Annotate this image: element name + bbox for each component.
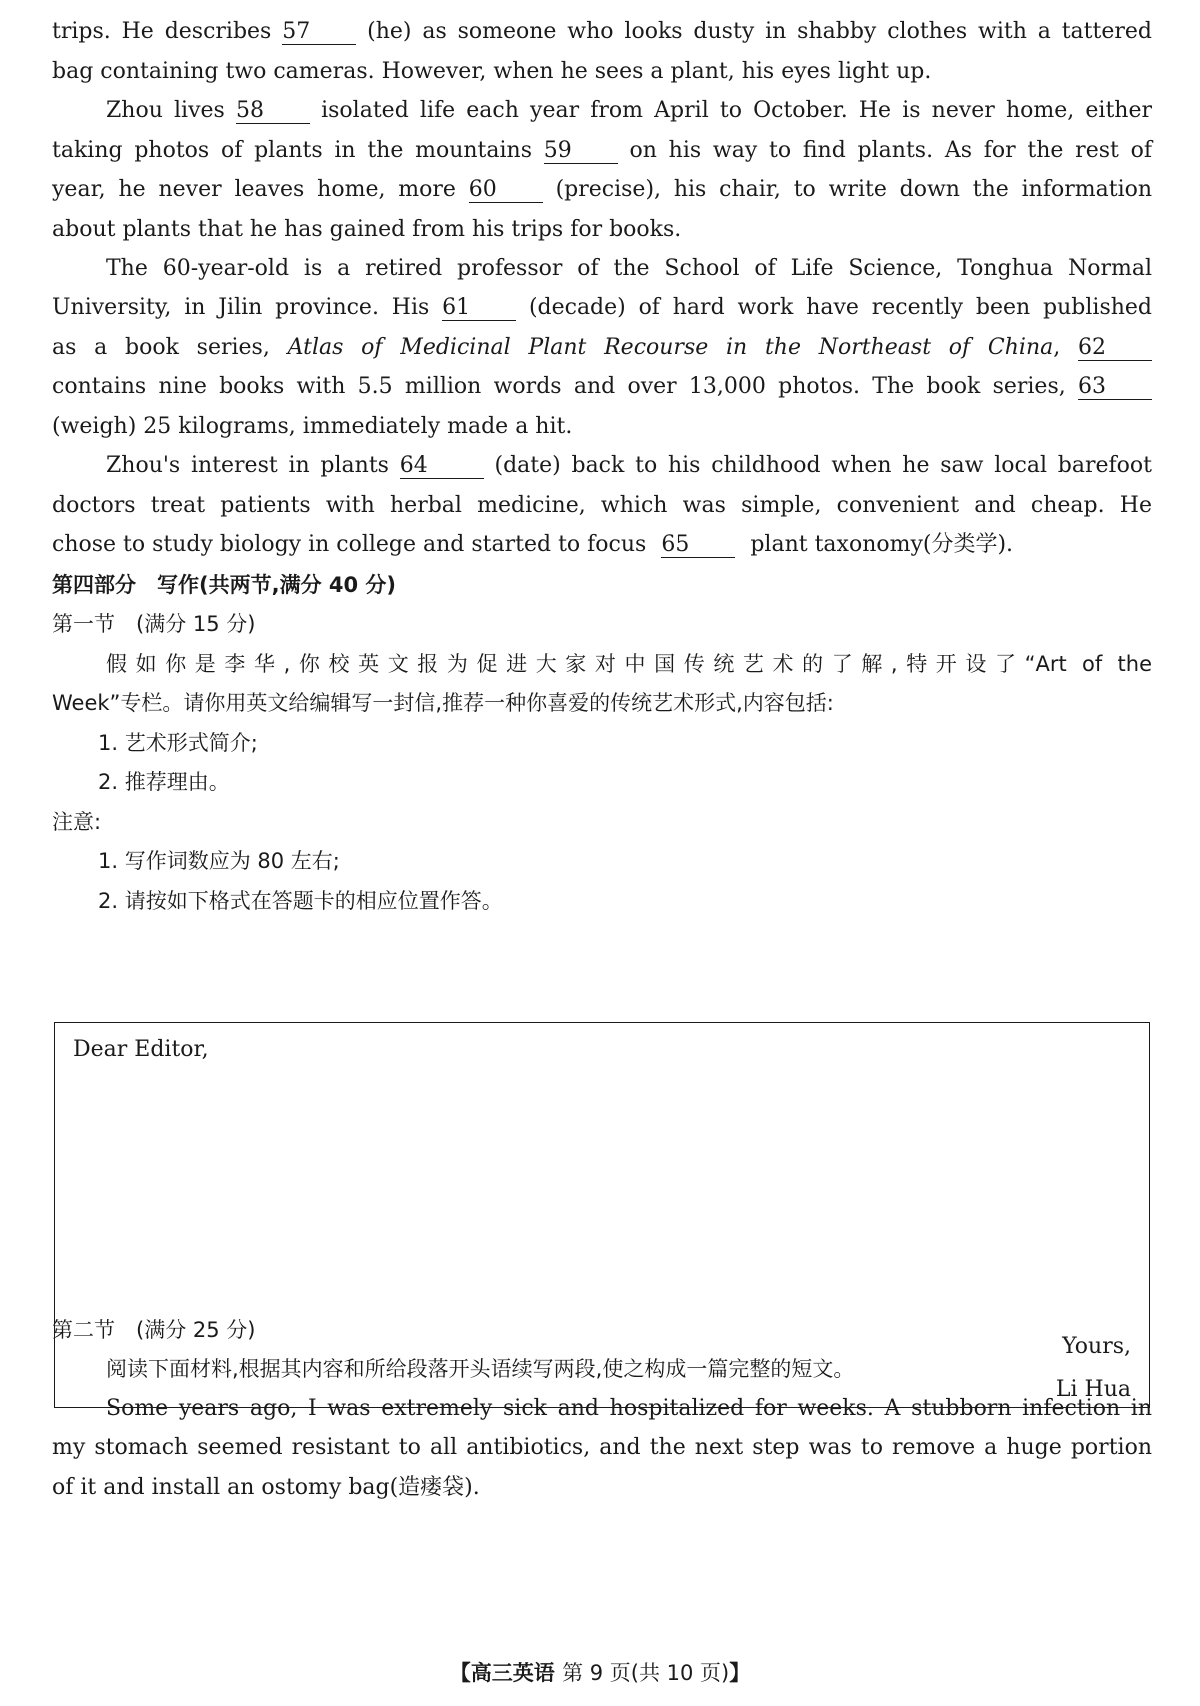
passage-line [52,373,1152,401]
text: University, in Jilin province. His [52,295,430,320]
blank-62: 62 [1078,336,1152,361]
text: on his way to find plants. As for the rest of [629,138,1152,163]
passage-line: The 60-year-old is a retired professor of the School of Life Science, Tonghua Normal [106,256,1152,281]
content-item: 1. 艺术形式简介; [98,731,258,755]
text: taking photos of plants in the mountains [52,138,532,163]
letter-answer-box [54,1022,1150,1408]
blank-58: 58 [236,99,310,124]
part-heading: 第四部分 写作(共两节,满分 40 分) [52,573,397,597]
text: trips. He describes [52,19,272,44]
note-label: 注意: [52,810,102,834]
text: as a book series, [52,335,270,360]
footer-page-number: 第 9 页(共 10 页) [562,1661,730,1685]
blank-65: 65 [661,533,735,558]
text: Zhou's interest in plants [106,453,389,478]
blank-59: 59 [544,139,618,164]
text: (he) as someone who looks dusty in shabby clothes with a tattered [367,19,1152,44]
letter-greeting: Dear Editor, [73,1037,209,1062]
passage-line [52,176,1152,204]
passage-line [106,452,1152,480]
passage-line [52,531,1152,559]
story-line: my stomach seemed resistant to all antibiotics, and the next step was to remove a huge portion [52,1435,1152,1460]
story-line: Some years ago, I was extremely sick and hospitalized for weeks. A stubborn infection in [106,1396,1152,1421]
passage-line [52,18,1152,46]
letter-signature: Li Hua [1055,1377,1131,1402]
text: contains nine books with 5.5 million words and over 13,000 photos. The book series, [52,374,1066,399]
page-footer [0,1657,1200,1687]
blank-60: 60 [469,178,543,203]
blank-61: 61 [442,296,516,321]
passage-line: bag containing two cameras. However, when he sees a plant, his eyes light up. [52,59,932,84]
text: chose to study biology in college and started to focus [52,532,647,557]
passage-line [52,294,1152,322]
passage-line: doctors treat patients with herbal medicine, which was simple, convenient and cheap. He [52,493,1152,518]
passage-line [52,334,1152,362]
text: year, he never leaves home, more [52,177,456,202]
prompt-line: Week”专栏。请你用英文给编辑写一封信,推荐一种你喜爱的传统艺术形式,内容包括: [52,691,834,715]
text: (date) back to his childhood when he saw local barefoot [494,453,1152,478]
content-item: 2. 推荐理由。 [98,770,230,794]
note-item: 1. 写作词数应为 80 左右; [98,849,340,873]
text: plant taxonomy(分类学). [750,532,1014,557]
passage-line [106,97,1152,125]
passage-line [52,137,1152,165]
prompt-line: 阅读下面材料,根据其内容和所给段落开头语续写两段,使之构成一篇完整的短文。 [106,1357,855,1381]
section-title: 第二节 (满分 25 分) [52,1318,256,1342]
book-title: Atlas of Medicinal Plant Recourse in the Northeast of China [287,335,1054,360]
blank-63: 63 [1078,375,1152,400]
note-item: 2. 请按如下格式在答题卡的相应位置作答。 [98,889,503,913]
text: (precise), his chair, to write down the information [555,177,1153,202]
text: isolated life each year from April to October. He is never home, either [321,98,1152,123]
footer-close: 】 [729,1661,751,1685]
text: Zhou lives [106,98,225,123]
section-title: 第一节 (满分 15 分) [52,612,256,636]
text: (decade) of hard work have recently been published [528,295,1153,320]
text: , [1053,335,1061,360]
blank-64: 64 [400,454,484,479]
letter-closing: Yours, [1062,1334,1131,1359]
footer-subject: 【高三英语 [449,1661,555,1685]
blank-57: 57 [282,20,356,45]
passage-line: (weigh) 25 kilograms, immediately made a hit. [52,414,573,439]
passage-line: about plants that he has gained from his trips for books. [52,217,682,242]
prompt-line: 假如你是李华,你校英文报为促进大家对中国传统艺术的了解,特开设了“Art of the [106,652,1152,676]
story-line: of it and install an ostomy bag(造瘘袋). [52,1475,480,1500]
